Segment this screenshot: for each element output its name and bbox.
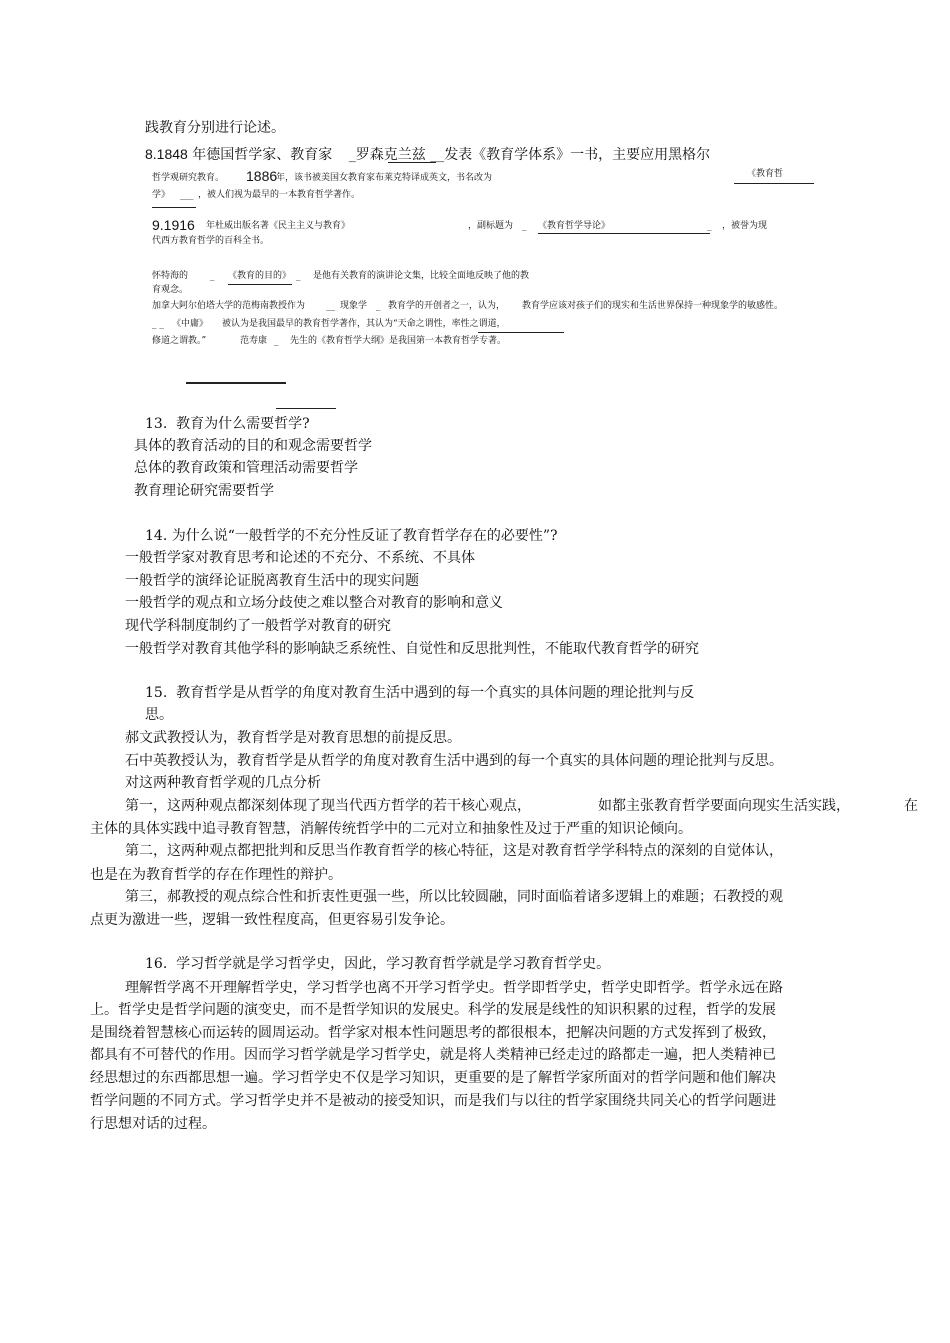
q9-subtitle: 《教育哲学导论》 [538,221,611,231]
q12-name: 范寿康 [240,336,268,346]
q8-translated-title: 《教育哲 [747,169,784,179]
q14-item-2: 一般哲学的演绎论证脱离教育生活中的现实问题 [125,573,419,589]
q11-word: 现象学 [340,301,368,311]
q8-line3-rest: ，被人们视为最早的一本教育哲学著作。 [198,190,361,200]
q15-p1c: 在 [904,798,918,814]
q10-blank-pre: _ [210,271,215,281]
q8-author: _罗森克兰兹 [348,147,426,163]
q9-number: 9.1916 [152,217,195,233]
q8-text-1: 年德国哲学家、教育家 [192,147,333,163]
q9-line2: 代西方教育哲学的百科全书。 [152,236,270,246]
q8-text-2: 发表《教育学体系》一书，主要应用黑格尔 [444,147,711,163]
q11-blank-2: _ [376,301,381,311]
q13-item-1: 具体的教育活动的目的和观念需要哲学 [134,438,372,454]
q15-heading: 15. 教育哲学是从哲学的角度对教育生活中遇到的每一个真实的具体问题的理论批判与反 [145,685,695,701]
q15-p3-line2: 点更为激进一些，逻辑一致性程度高，但更容易引发争论。 [90,912,454,928]
q14-item-4: 现代学科制度制约了一般哲学对教育的研究 [125,618,391,634]
q9-blank-pre: _ [522,221,527,231]
q14-item-1: 一般哲学家对教育思考和论述的不充分、不系统、不具体 [125,550,475,566]
q11-text-2: 教育学的开创者之一，认为， [388,301,506,311]
q15-p2-line2: 也是在为教育哲学的存在作理性的辩护。 [90,867,342,883]
q16-line-4: 都具有不可替代的作用。因而学习哲学就是学习哲学史，就是将人类精神已经走过的路都走一遍，把人类精神已 [90,1047,776,1063]
q8-number: 8.1848 [145,146,188,162]
q16-line-5: 经思想过的东西都思想一遍。学习哲学史不仅是学习知识，更重要的是了解哲学家所面对的哲学问题和他们解决 [90,1070,776,1086]
q8-author-underline [388,162,436,163]
q9-text-3: ，被誉为现 [722,221,768,231]
q13-heading: 13. 教育为什么需要哲学? [145,416,310,432]
q12-line2-rest: 先生的《教育哲学大纲》是我国第一本教育哲学专著。 [290,336,507,346]
q12-text-1: 被认为是我国最早的教育哲学著作，其认为“天命之谓性，率性之谓道， [222,319,506,329]
q15-heading-cont: 思。 [145,707,173,723]
q12-title: 《中庸》 [172,319,209,329]
q15-p3-line1: 第三，郝教授的观点综合性和折衷性更强一些，所以比较圆融，同时面临着诸多逻辑上的难题；石教授的观 [125,889,783,905]
answer-line-1 [186,382,286,384]
q15-p1-line2: 主体的具体实践中追寻教育智慧，消解传统哲学中的二元对立和抽象性及过于严重的知识论倾向。 [90,821,692,837]
q12-line2-start: 修道之谓教。” [152,336,207,346]
q11-text-3: 教育学应该对孩子们的现实和生活世界保持一种现象学的敏感性。 [522,301,784,311]
q16-line-1: 理解哲学离不开理解哲学史，学习哲学也离不开学习哲学史。哲学即哲学史，哲学史即哲学。哲学永远在路 [125,980,783,996]
q14-heading: 14. 为什么说“一般哲学的不充分性反证了教育哲学存在的必要性”? [145,528,558,544]
q10-blank-post: _ [296,271,301,281]
q12-blank-pre: _ _ [152,319,164,329]
q8-line2-rest: 年，该书被美国女教育家布莱克特译成英文，书名改为 [276,173,493,183]
q9-blank-post: _ [707,221,712,231]
q13-item-3: 教育理论研究需要哲学 [134,483,274,499]
q10-text-2: 是他有关教育的演讲论文集，比较全面地反映了他的教 [313,271,530,281]
q15-line-2: 石中英教授认为，教育哲学是从哲学的角度对教育生活中遇到的每一个真实的具体问题的理论批判与反思。 [125,753,783,769]
q15-line-1: 郝文武教授认为，教育哲学是对教育思想的前提反思。 [125,730,461,746]
answer-line-2 [276,408,336,409]
q12-underline [478,332,564,333]
q10-title: 《教育的目的》 [228,271,292,281]
q11-text-1: 加拿大阿尔伯塔大学的范梅南教授作为 [152,301,306,311]
q12-blank: _ [274,336,279,346]
q15-p1b: 如都主张教育哲学要面向现实生活实践， [598,798,850,814]
q16-line-3: 是围绕着智慧核心而运转的圆周运动。哲学家对根本性问题思考的都很根本，把解决问题的方式发挥到了极致， [90,1025,776,1041]
q8-line3-start: 学》 [152,190,171,200]
q16-line-6: 哲学问题的不同方式。学习哲学史并不是被动的接受知识，而是我们与以往的哲学家围绕共同关心的哲学问题进 [90,1093,776,1109]
q15-line-3: 对这两种教育哲学观的几点分析 [125,775,321,791]
q16-line-7: 行思想对话的过程。 [90,1116,216,1132]
q9-text-2: ，副标题为 [468,221,514,231]
q14-item-5: 一般哲学对教育其他学科的影响缺乏系统性、自觉性和反思批判性，不能取代教育哲学的研究 [125,641,699,657]
q8-line3-underline [152,207,196,208]
intro-line: 践教育分别进行论述。 [145,120,285,136]
q15-p1a: 第一，这两种观点都深刻体现了现当代西方哲学的若干核心观点， [125,798,531,814]
q16-line-2: 上。哲学史是哲学问题的演变史，而不是哲学知识的发展史。科学的发展是线性的知识积累的过程，哲学的发展 [90,1002,776,1018]
q11-blank-1: __ [326,301,335,311]
q16-heading: 16. 学习哲学就是学习哲学史，因此，学习教育哲学就是学习教育哲学史。 [145,956,611,972]
q8-blank: __ [430,147,445,163]
q10-line2: 育观念。 [152,285,189,295]
q15-p2-line1: 第二，这两种观点都把批判和反思当作教育哲学的核心特征，这是对教育哲学学科特点的深刻的自觉体认， [125,843,783,859]
q9-text-1: 年杜威出版名著《民主主义与教育》 [206,221,351,231]
q9-subtitle-underline [538,233,710,234]
q14-item-3: 一般哲学的观点和立场分歧使之难以整合对教育的影响和意义 [125,595,503,611]
q8-line3-blank: ___ [180,190,194,200]
q8-year: 1886 [246,168,278,184]
q10-title-underline [228,284,292,285]
q8-line2-start: 哲学观研究教育。 [152,173,225,183]
q13-item-2: 总体的教育政策和管理活动需要哲学 [134,460,358,476]
q8-title-underline [734,183,814,184]
q10-text-1: 怀特海的 [152,271,189,281]
